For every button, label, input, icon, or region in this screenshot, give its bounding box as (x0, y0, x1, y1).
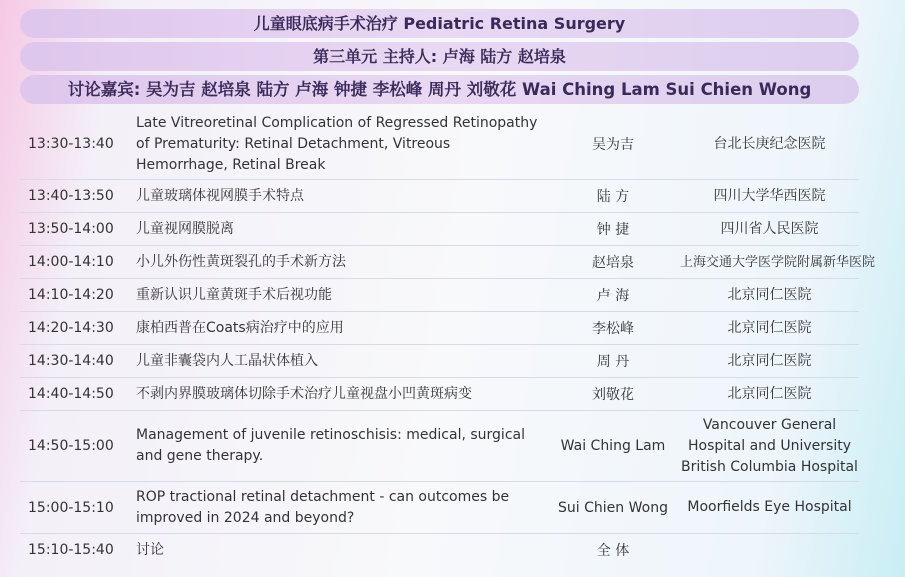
schedule-row (20, 180, 859, 213)
schedule-row (20, 411, 859, 482)
row-hospital: 北京同仁医院 (680, 345, 859, 378)
row-hospital: 四川大学华西医院 (680, 180, 859, 213)
row-time: 14:20-14:30 (20, 312, 136, 345)
row-speaker: 周 丹 (546, 345, 680, 378)
row-time: 14:00-14:10 (20, 246, 136, 279)
schedule-row (20, 482, 859, 534)
session-title-banner (20, 9, 859, 38)
row-time: 15:10-15:40 (28, 542, 114, 558)
row-speaker: 赵培泉 (546, 246, 680, 279)
row-topic: 儿童玻璃体视网膜手术特点 (136, 180, 546, 213)
row-time: 14:50-15:00 (20, 411, 136, 482)
row-hospital: Vancouver General Hospital and University British Columbia Hospital (680, 411, 859, 482)
row-speaker: 卢 海 (546, 279, 680, 312)
row-topic: Management of juvenile retinoschisis: medical, surgical and gene therapy. (136, 411, 546, 482)
row-time: 13:40-13:50 (20, 180, 136, 213)
schedule-table (20, 109, 876, 566)
schedule-row (20, 345, 859, 378)
schedule-row (20, 312, 859, 345)
schedule-row (20, 378, 859, 411)
row-hospital: 台北长庚纪念医院 (680, 109, 859, 180)
row-topic: 讨论 (136, 541, 164, 558)
row-hospital (680, 534, 859, 567)
discussants-banner (20, 75, 859, 104)
row-speaker: 钟 捷 (546, 213, 680, 246)
row-speaker: 吴为吉 (546, 109, 680, 180)
row-time: 13:50-14:00 (20, 213, 136, 246)
row-time: 14:10-14:20 (20, 279, 136, 312)
unit-moderators: 第三单元 主持人: 卢海 陆方 赵培泉 (313, 47, 566, 66)
row-topic: 儿童视网膜脱离 (136, 213, 546, 246)
row-speaker: 刘敬花 (546, 378, 680, 411)
unit-banner (20, 42, 859, 71)
row-time: 13:30-13:40 (20, 109, 136, 180)
row-time: 15:00-15:10 (20, 482, 136, 534)
row-speaker: 李松峰 (546, 312, 680, 345)
row-topic: Late Vitreoretinal Complication of Regressed Retinopathy of Prematurity: Retinal Detachment, Vitreous Hemorrhage, Retinal Break (136, 109, 546, 180)
row-topic: ROP tractional retinal detachment - can outcomes be improved in 2024 and beyond? (136, 482, 546, 534)
row-speaker: 陆 方 (546, 180, 680, 213)
row-hospital: 北京同仁医院 (680, 279, 859, 312)
schedule-row (20, 246, 859, 279)
discussants-list: 讨论嘉宾: 吴为吉 赵培泉 陆方 卢海 钟捷 李松峰 周丹 刘敬花 Wai Ching Lam Sui Chien Wong (67, 80, 812, 99)
row-hospital: Moorfields Eye Hospital (680, 482, 859, 534)
row-speaker: 全 体 (596, 543, 630, 559)
row-time: 14:30-14:40 (20, 345, 136, 378)
schedule-row (20, 534, 859, 567)
schedule-row (20, 109, 859, 180)
schedule-row (20, 279, 859, 312)
row-topic: 重新认识儿童黄斑手术后视功能 (136, 279, 546, 312)
row-topic: 小儿外伤性黄斑裂孔的手术新方法 (136, 246, 546, 279)
session-title: 儿童眼底病手术治疗 Pediatric Retina Surgery (253, 14, 626, 33)
row-hospital: 上海交通大学医学院附属新华医院 (680, 246, 859, 279)
row-topic: 不剥内界膜玻璃体切除手术治疗儿童视盘小凹黄斑病变 (136, 378, 546, 411)
row-topic: 儿童非囊袋内人工晶状体植入 (136, 345, 546, 378)
row-speaker: Sui Chien Wong (546, 482, 680, 534)
row-hospital: 四川省人民医院 (680, 213, 859, 246)
row-topic: 康柏西普在Coats病治疗中的应用 (136, 312, 546, 345)
schedule-row (20, 213, 859, 246)
row-time: 14:40-14:50 (20, 378, 136, 411)
row-speaker: Wai Ching Lam (546, 411, 680, 482)
row-hospital: 北京同仁医院 (680, 312, 859, 345)
row-hospital: 北京同仁医院 (680, 378, 859, 411)
